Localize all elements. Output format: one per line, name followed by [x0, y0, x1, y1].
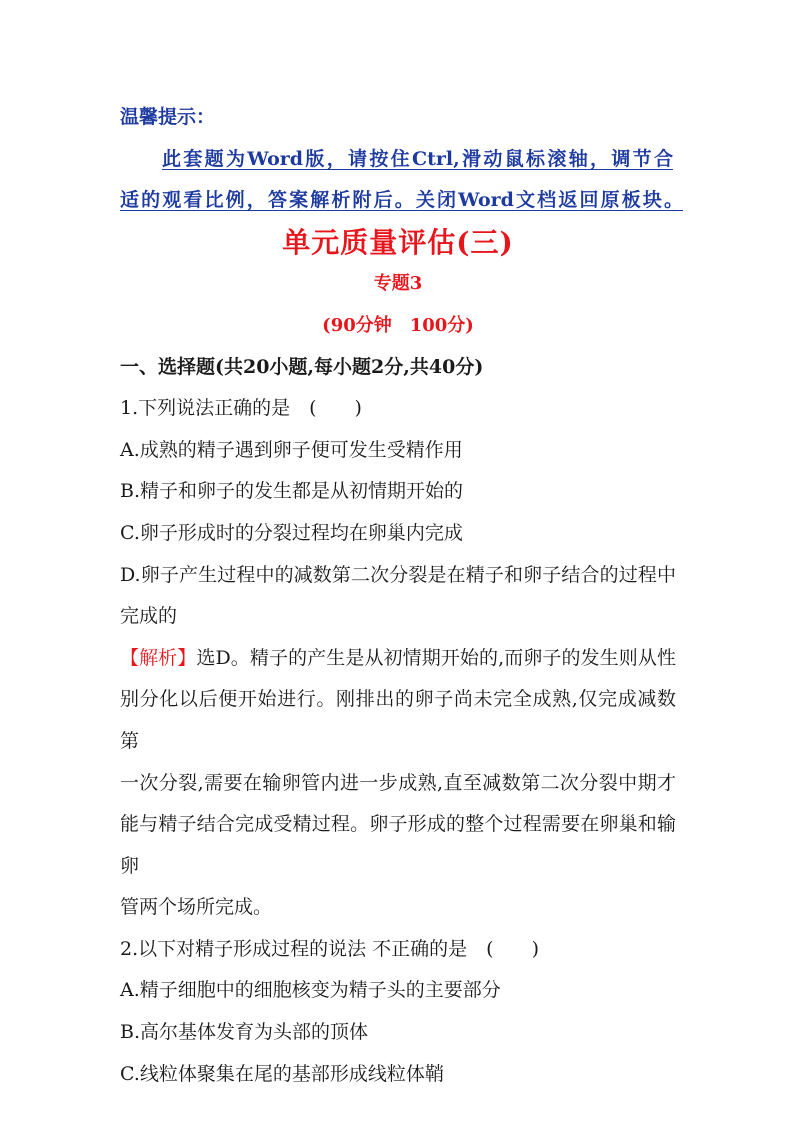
analysis-line-3: 一次分裂,需要在输卵管内进一步成熟,直至减数第二次分裂中期才	[120, 771, 676, 794]
notice-line-1: 此套题为Word版，请按住Ctrl,滑动鼠标滚轴，调节合	[162, 147, 673, 170]
analysis-text: 选D。精子的产生是从初情期开始的,而卵子的发生则从性	[196, 646, 676, 669]
time-score: (90分钟 100分)	[322, 314, 474, 336]
question-1-option-b: B.精子和卵子的发生都是从初情期开始的	[120, 480, 464, 503]
question-2-option-a: A.精子细胞中的细胞核变为精子头的主要部分	[120, 979, 501, 1002]
question-2-option-c: C.线粒体聚集在尾的基部形成线粒体鞘	[120, 1062, 444, 1085]
analysis-line-5: 管两个场所完成。	[120, 896, 273, 919]
question-1-option-d: D.卵子产生过程中的减数第二次分裂是在精子和卵子结合的过程中	[120, 563, 676, 586]
question-2-option-b: B.高尔基体发育为头部的顶体	[120, 1021, 369, 1044]
question-2-stem: 2.以下对精子形成过程的说法 不正确的是 ( )	[120, 937, 539, 960]
topic-label: 专题3	[373, 273, 423, 295]
question-1-option-a: A.成熟的精子遇到卵子便可发生受精作用	[120, 438, 463, 461]
notice-heading: 温馨提示：	[120, 106, 216, 128]
question-1-option-c: C.卵子形成时的分裂过程均在卵巢内完成	[120, 521, 463, 544]
text-column	[120, 97, 683, 1095]
question-1-option-d-continued: 完成的	[120, 605, 178, 628]
analysis-line-2: 别分化以后便开始进行。刚排出的卵子尚未完全成熟,仅完成减数第	[120, 688, 676, 752]
analysis-line-4: 能与精子结合完成受精过程。卵子形成的整个过程需要在卵巢和输卵	[120, 813, 676, 877]
notice-line-2: 适的观看比例，答案解析附后。关闭Word文档返回原板块。	[120, 189, 683, 212]
analysis-label: 【解析】	[120, 646, 197, 669]
question-1-stem: 1.下列说法正确的是 ( )	[120, 397, 362, 420]
page-title: 单元质量评估(三)	[282, 225, 514, 259]
analysis-line-1	[120, 638, 676, 680]
section-heading: 一、选择题(共20小题,每小题2分,共40分)	[120, 355, 484, 378]
